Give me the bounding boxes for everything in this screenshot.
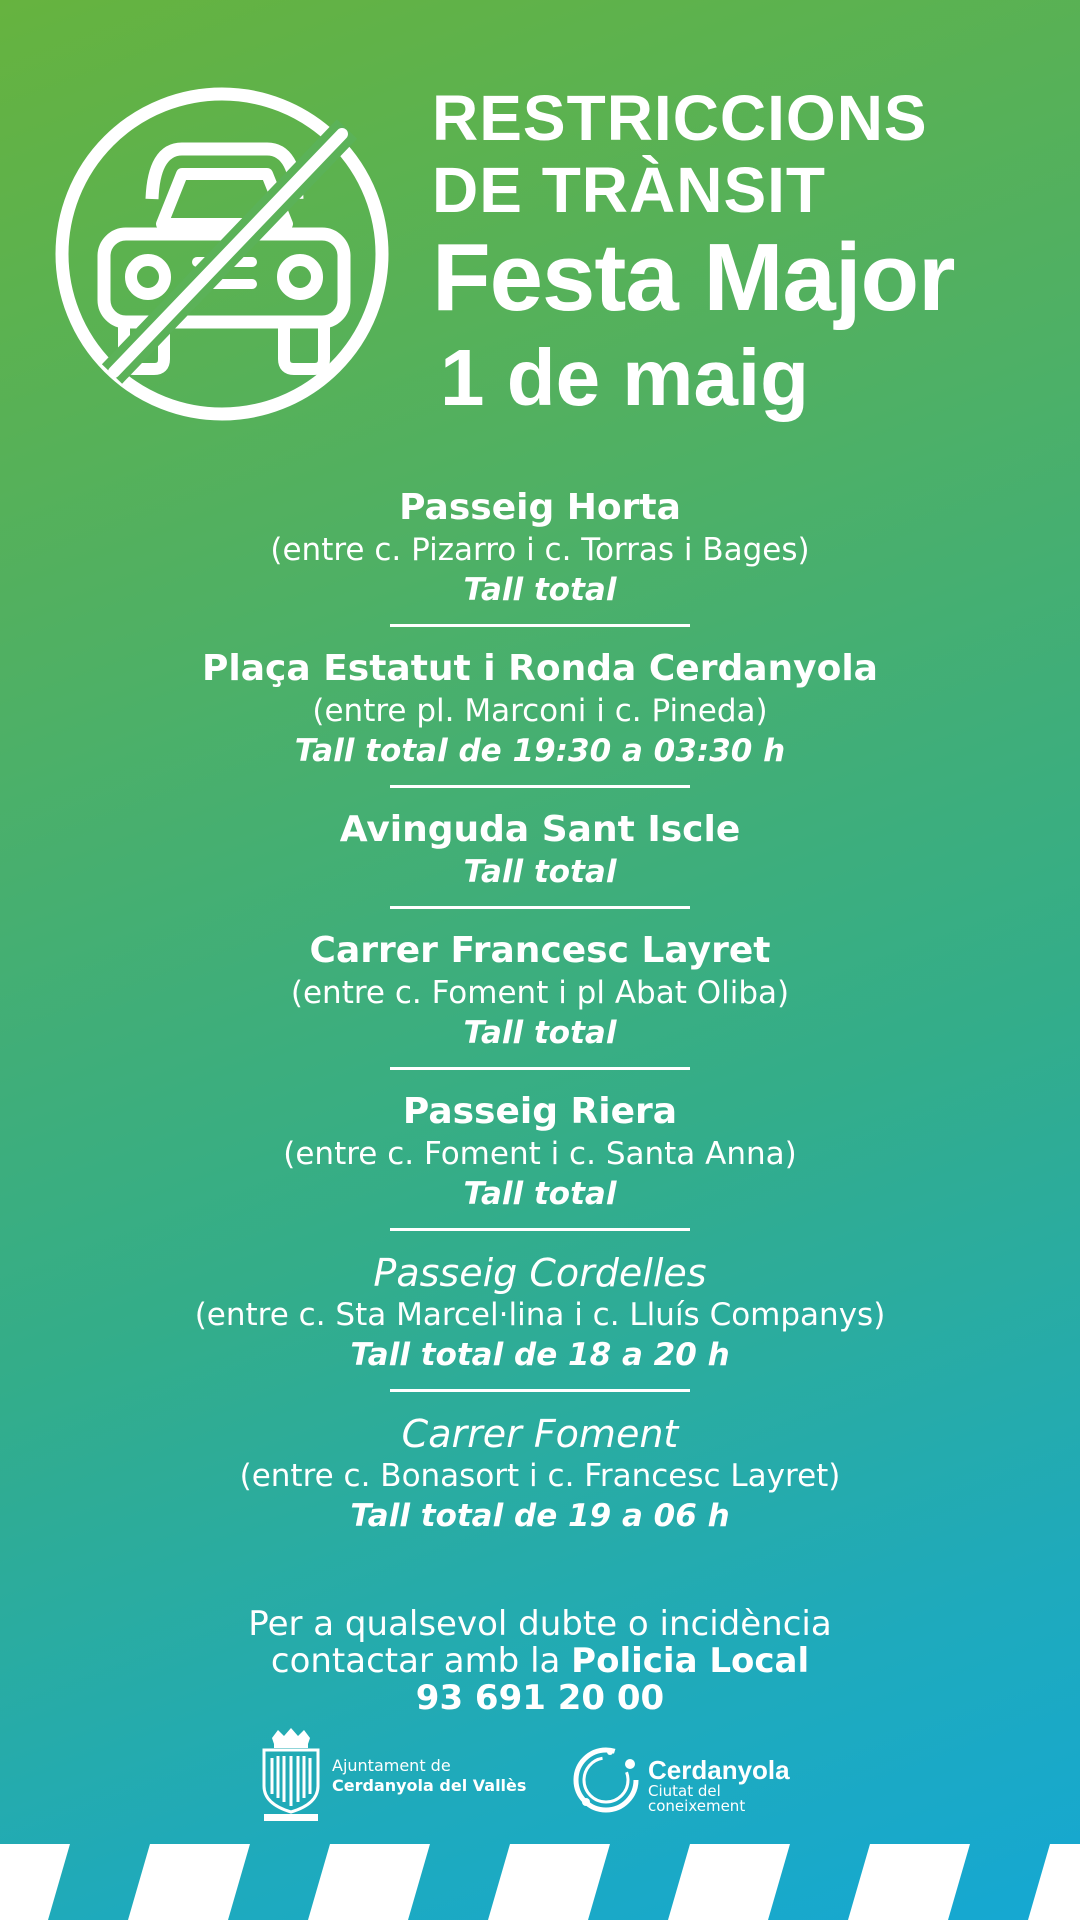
divider bbox=[390, 1228, 690, 1231]
street-name: Avinguda Sant Iscle bbox=[339, 809, 741, 850]
contact-prefix: contactar amb la bbox=[270, 1641, 572, 1681]
divider bbox=[390, 1389, 690, 1392]
contact-line-2 bbox=[0, 1643, 1080, 1680]
police-label: Policia Local bbox=[571, 1641, 810, 1681]
restriction-item bbox=[0, 1251, 1080, 1375]
logos bbox=[0, 1728, 1080, 1828]
cerdanyola-ring-logo bbox=[570, 1744, 642, 1816]
restriction-item bbox=[0, 1412, 1080, 1536]
closure-info: Tall total de 19:30 a 03:30 h bbox=[294, 733, 786, 769]
street-name: Carrer Foment bbox=[401, 1412, 679, 1456]
closure-info: Tall total de 19 a 06 h bbox=[350, 1498, 730, 1534]
street-name: Plaça Estatut i Ronda Cerdanyola bbox=[202, 648, 878, 689]
street-range: (entre pl. Marconi i c. Pineda) bbox=[312, 693, 768, 729]
title-line-1: RESTRICCIONS bbox=[432, 82, 928, 154]
header bbox=[0, 0, 1080, 460]
event-title: Festa Major bbox=[432, 224, 955, 331]
restriction-item bbox=[0, 808, 1080, 892]
closure-info: Tall total bbox=[463, 572, 617, 608]
contact-line-1: Per a qualsevol dubte o incidència bbox=[248, 1604, 832, 1644]
street-range: (entre c. Sta Marcel·lina i c. Lluís Companys) bbox=[194, 1297, 886, 1333]
title-block bbox=[432, 82, 1072, 424]
divider bbox=[390, 1067, 690, 1070]
restriction-item bbox=[0, 929, 1080, 1053]
street-range: (entre c. Foment i c. Santa Anna) bbox=[283, 1136, 797, 1172]
crosswalk-stripes bbox=[0, 1844, 1080, 1920]
restrictions-list bbox=[0, 486, 1080, 1536]
cerdanyola-sub-2: coneixement bbox=[648, 1797, 746, 1815]
ajuntament-line-2: Cerdanyola del Vallès bbox=[332, 1776, 527, 1795]
street-name: Passeig Cordelles bbox=[373, 1251, 707, 1295]
cerdanyola-name: Cerdanyola bbox=[648, 1755, 790, 1785]
divider bbox=[390, 906, 690, 909]
restriction-item bbox=[0, 1090, 1080, 1214]
closure-info: Tall total bbox=[463, 1015, 617, 1051]
closure-info: Tall total bbox=[463, 1176, 617, 1212]
street-name: Carrer Francesc Layret bbox=[309, 930, 771, 971]
cerdanyola-sub-1: Ciutat del bbox=[648, 1782, 721, 1800]
phone-number: 93 691 20 00 bbox=[415, 1678, 665, 1718]
title-line-2: DE TRÀNSIT bbox=[432, 154, 826, 226]
ajuntament-shield-logo bbox=[258, 1728, 324, 1822]
ajuntament-line-1: Ajuntament de bbox=[332, 1756, 451, 1775]
restriction-item bbox=[0, 647, 1080, 771]
street-range: (entre c. Foment i pl Abat Oliba) bbox=[290, 975, 790, 1011]
cerdanyola-brand bbox=[648, 1756, 790, 1814]
divider bbox=[390, 785, 690, 788]
street-range: (entre c. Bonasort i c. Francesc Layret) bbox=[239, 1458, 841, 1494]
restriction-item bbox=[0, 486, 1080, 610]
ajuntament-name bbox=[332, 1756, 526, 1796]
street-name: Passeig Horta bbox=[399, 487, 681, 528]
contact-info bbox=[0, 1606, 1080, 1717]
street-name: Passeig Riera bbox=[402, 1091, 678, 1132]
closure-info: Tall total de 18 a 20 h bbox=[350, 1337, 730, 1373]
divider bbox=[390, 624, 690, 627]
street-range: (entre c. Pizarro i c. Torras i Bages) bbox=[270, 532, 810, 568]
no-cars-icon bbox=[52, 84, 392, 424]
event-date: 1 de maig bbox=[440, 333, 810, 422]
closure-info: Tall total bbox=[463, 854, 617, 890]
